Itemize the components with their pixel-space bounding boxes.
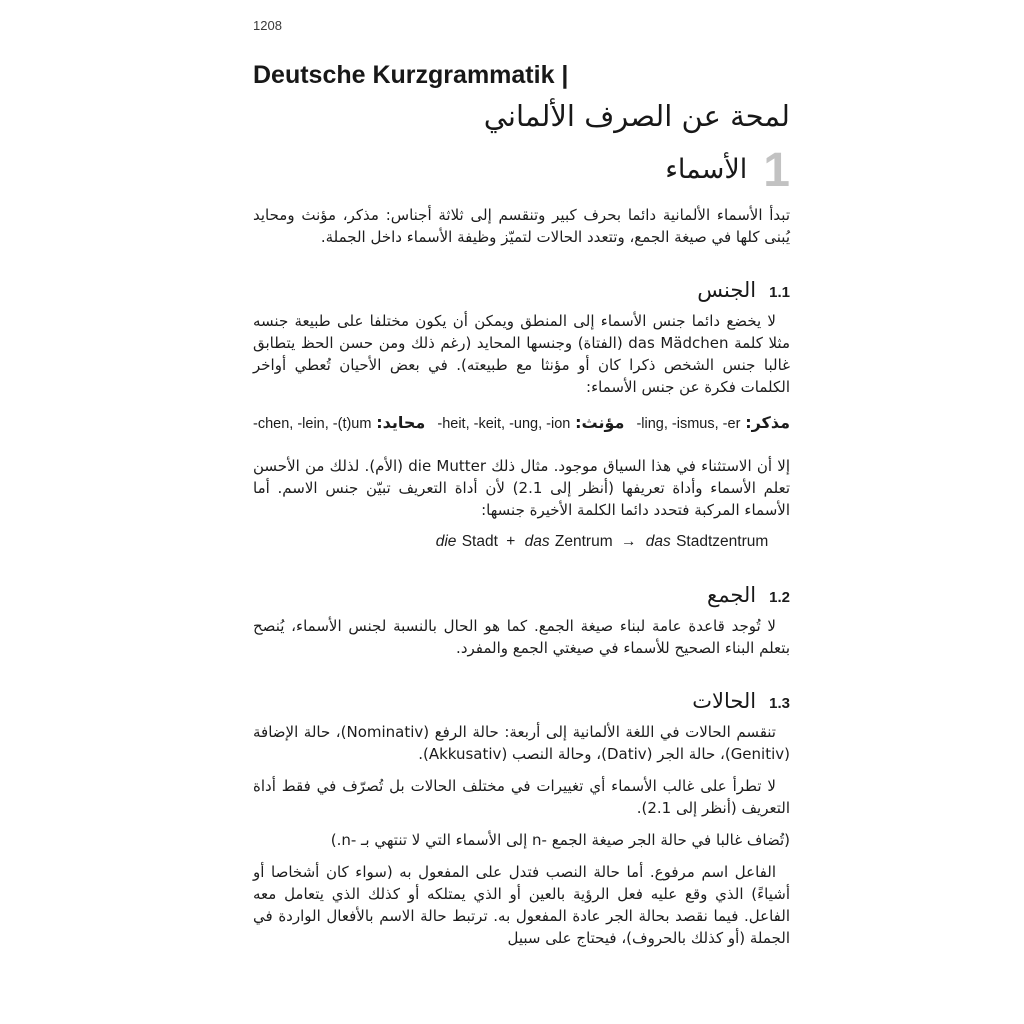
neuter-label: محايد: xyxy=(376,413,426,432)
chapter-title-arabic: لمحة عن الصرف الألماني xyxy=(483,99,790,133)
masculine-label: مذكر: xyxy=(745,413,790,432)
cases-paragraph-4: الفاعل اسم مرفوع. أما حالة النصب فتدل على المفعول به (سواء كان أشخاصا أو أشياءً) الذي وقع عليه فعل الرؤية بالعين أو الذي يمتلكه أو كذلك الذي يتعامل معه الفاعل. فيما نقصد بحالة الجر عادة المفعول به. ترتبط حالة الاسم بالأفعال الواردة في الجملة (أو كذلك بالحروف)، فيحتاج على سبيل xyxy=(253,863,790,947)
feminine-suffixes: -heit, -keit, -ung, -ion xyxy=(437,416,571,432)
noun-stadtzentrum: Stadtzentrum xyxy=(676,533,769,550)
section-1-2-heading-row xyxy=(253,581,790,609)
compound-noun-example xyxy=(253,531,790,553)
page-number: 1208 xyxy=(253,18,282,33)
section-1-2-number: 1.2 xyxy=(769,589,790,606)
section-1-heading-row xyxy=(253,146,790,196)
masculine-suffixes: -ling, -ismus, -er xyxy=(636,416,741,432)
page-content-column xyxy=(253,0,790,949)
cases-paragraph-1: تنقسم الحالات في اللغة الألمانية إلى أربعة: حالة الرفع (Nominativ)، حالة الإضافة (Genitiv)، حالة الجر (Dativ)، وحالة النصب (Akkusativ). xyxy=(253,723,790,763)
section-1-3-heading-row xyxy=(253,687,790,715)
article-das-2: das xyxy=(645,533,671,550)
neuter-suffixes: -chen, -lein, -(t)um xyxy=(253,416,372,432)
noun-stadt: Stadt xyxy=(461,533,498,550)
section-1-title: الأسماء xyxy=(665,154,748,185)
feminine-suffix-group xyxy=(437,412,624,435)
plural-paragraph: لا تُوجد قاعدة عامة لبناء صيغة الجمع. كما هو الحال بالنسبة لجنس الأسماء، يُنصح بتعلم البناء الصحيح للأسماء في صيغتي الجمع والمفرد. xyxy=(253,617,790,657)
cases-paragraph-2: لا تطرأ على غالب الأسماء أي تغييرات في مختلف الحالات بل تُصرّف في فقط أداة التعريف (أنظر إلى 2.1). xyxy=(253,777,790,817)
section-1-1-heading-row xyxy=(253,276,790,304)
arrow-icon: → xyxy=(620,533,637,550)
section-1-1-title: الجنس xyxy=(697,278,757,302)
neuter-suffix-group xyxy=(253,412,425,435)
feminine-label: مؤنث: xyxy=(575,413,625,432)
cases-paragraph-3: (تُضاف غالبا في حالة الجر صيغة الجمع -n إلى الأسماء التي لا تنتهي بـ -n.) xyxy=(330,831,790,849)
noun-zentrum: Zentrum xyxy=(554,533,613,550)
section-1-3-number: 1.3 xyxy=(769,695,790,712)
article-das-1: das xyxy=(524,533,550,550)
section-1-intro-paragraph: تبدأ الأسماء الألمانية دائما بحرف كبير وتنقسم إلى ثلاثة أجناس: مذكر، مؤنث ومحايد يُبنى كلها في صيغة الجمع، وتتعدد الحالات لتميّز وظيفة الأسماء داخل الجملة. xyxy=(253,206,790,246)
article-die: die xyxy=(435,533,457,550)
gender-paragraph-2: إلا أن الاستثناء في هذا السياق موجود. مثال ذلك die Mutter (الأم). لذلك من الأحسن تعلم الأسماء وأداة تعريفها (أنظر إلى 2.1) لأن أداة التعريف تبيّن جنس الاسم. أما الأسماء المركبة فتحدد دائما الكلمة الأخيرة جنسها: xyxy=(253,457,790,519)
section-1-2-title: الجمع xyxy=(707,583,757,607)
plus-sign: + xyxy=(506,533,516,550)
gender-paragraph-1: لا يخضع دائما جنس الأسماء إلى المنطق ويمكن أن يكون مختلفا على طبيعة جنسه مثلا كلمة das Mädchen (الفتاة) وجنسها المحايد (رغم ذلك ومن حسن الحظ يتطابق غالبا جنس الشخص ذكرا كان أو مؤنثا مع طبيعته). في بعض الأحيان تُعطي أواخر الكلمات فكرة عن جنس الأسماء: xyxy=(253,312,790,396)
section-1-3-title: الحالات xyxy=(692,689,757,713)
gender-suffix-line xyxy=(253,412,790,435)
section-1-1-number: 1.1 xyxy=(769,284,790,301)
chapter-title-german: Deutsche Kurzgrammatik | xyxy=(253,61,569,89)
section-1-number: 1 xyxy=(763,144,790,197)
masculine-suffix-group xyxy=(636,412,790,435)
